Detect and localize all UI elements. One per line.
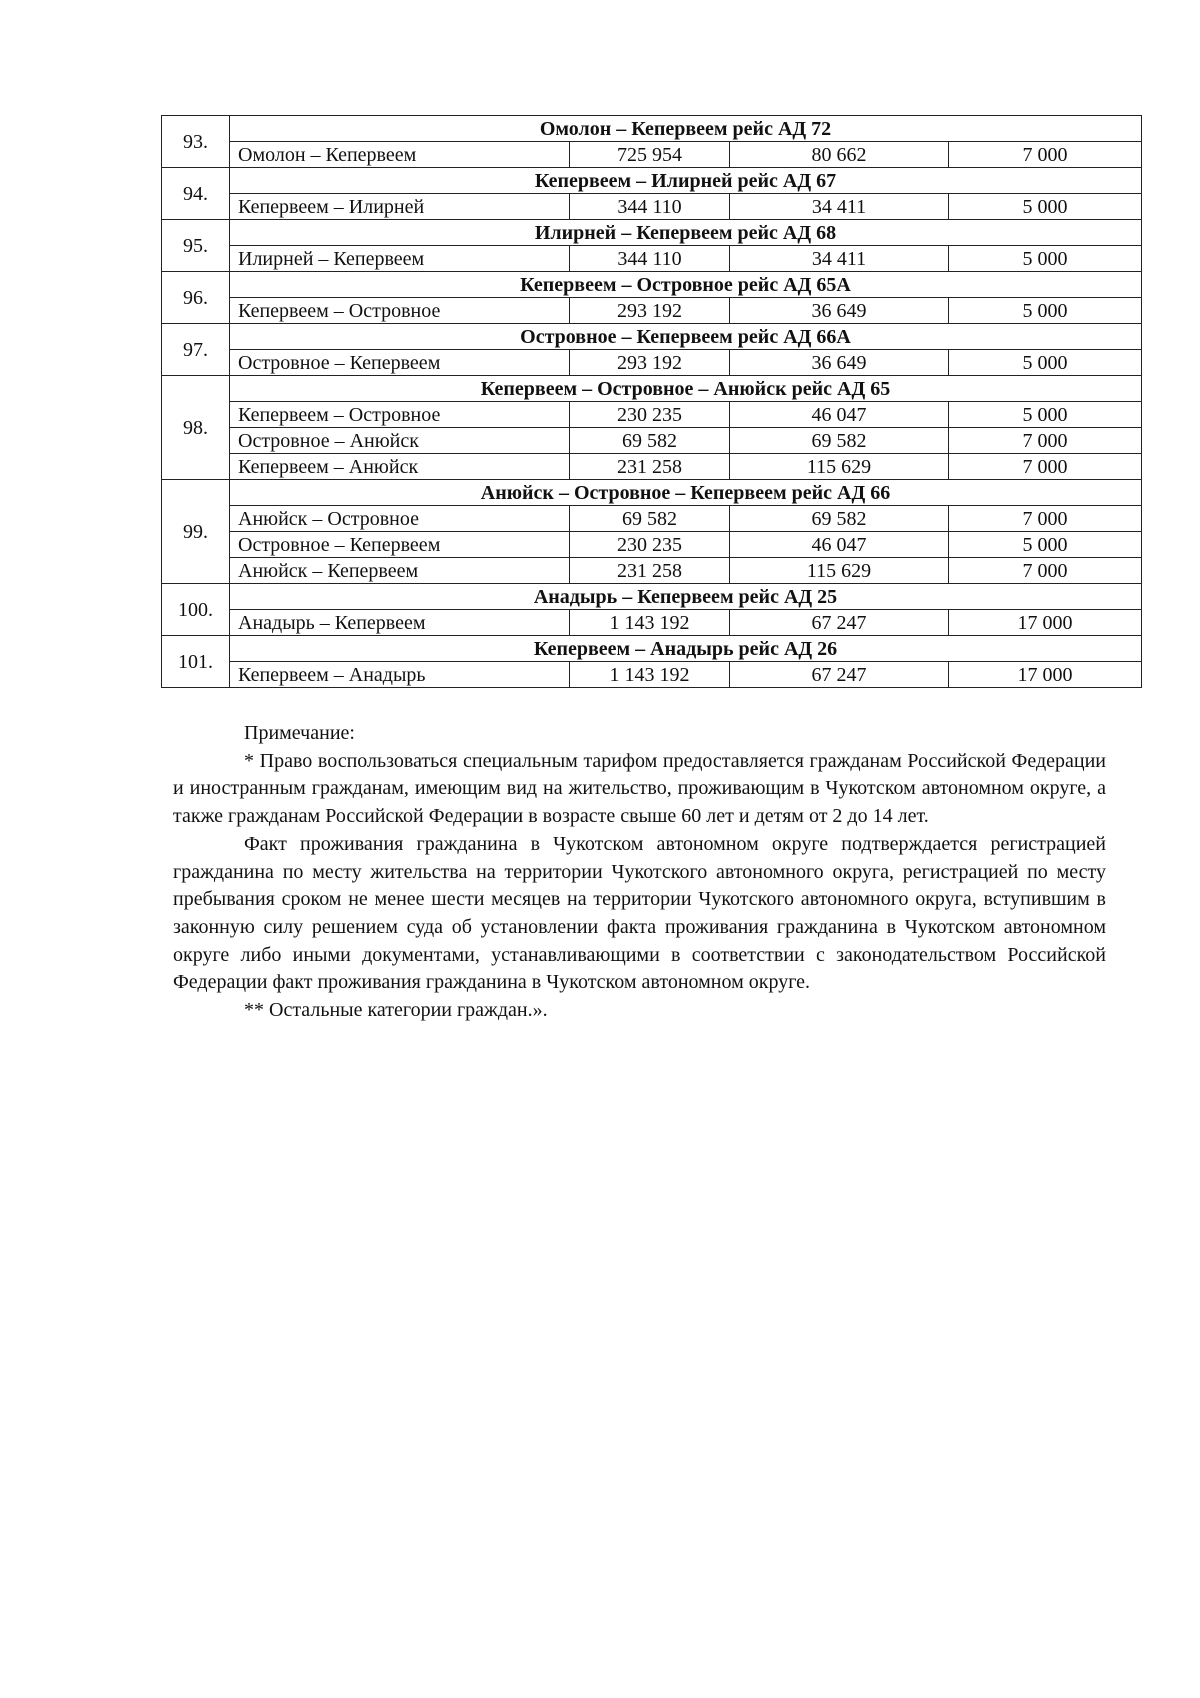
value-cell-3: 5 000 xyxy=(949,532,1142,558)
route-cell: Кепервеем – Островное xyxy=(230,298,570,324)
table-row xyxy=(162,532,1142,558)
route-cell: Кепервеем – Анадырь xyxy=(230,662,570,688)
flight-title: Анадырь – Кепервеем рейс АД 25 xyxy=(230,584,1142,610)
tariff-table xyxy=(161,115,1142,688)
value-cell-1: 293 192 xyxy=(570,350,730,376)
note-paragraph-residence-proof: Факт проживания гражданина в Чукотском автономном округе подтверждается регистрацией гражданина по месту жительства на территории Чукотского автономного округа, регистрацией по месту пребывания сроком не менее шести месяцев на территории Чукотского автономного округа, вступившим в законную силу решением суда об установлении факта проживания гражданина в Чукотском автономном округе либо иными документами, устанавливающими в соответствии с законодательством Российской Федерации факт проживания гражданина в Чукотском автономном округе. xyxy=(173,832,1106,994)
value-cell-1: 1 143 192 xyxy=(570,610,730,636)
value-cell-1: 725 954 xyxy=(570,142,730,168)
value-cell-1: 344 110 xyxy=(570,194,730,220)
table-row xyxy=(162,402,1142,428)
row-number: 98. xyxy=(162,376,230,480)
table-row xyxy=(162,428,1142,454)
route-cell: Илирней – Кепервеем xyxy=(230,246,570,272)
flight-title-row xyxy=(162,376,1142,402)
value-cell-1: 293 192 xyxy=(570,298,730,324)
value-cell-3: 7 000 xyxy=(949,428,1142,454)
flight-title: Островное – Кепервеем рейс АД 66А xyxy=(230,324,1142,350)
note-paragraph-other-categories: ** Остальные категории граждан.». xyxy=(244,999,548,1022)
table-row xyxy=(162,298,1142,324)
flight-title: Кепервеем – Островное – Анюйск рейс АД 65 xyxy=(230,376,1142,402)
route-cell: Островное – Кепервеем xyxy=(230,532,570,558)
row-number: 100. xyxy=(162,584,230,636)
value-cell-3: 17 000 xyxy=(949,662,1142,688)
route-cell: Кепервеем – Островное xyxy=(230,402,570,428)
value-cell-2: 46 047 xyxy=(730,402,949,428)
row-number: 93. xyxy=(162,116,230,168)
value-cell-2: 69 582 xyxy=(730,506,949,532)
row-number: 101. xyxy=(162,636,230,688)
flight-title: Анюйск – Островное – Кепервеем рейс АД 66 xyxy=(230,480,1142,506)
value-cell-3: 5 000 xyxy=(949,194,1142,220)
row-number: 99. xyxy=(162,480,230,584)
route-cell: Анюйск – Островное xyxy=(230,506,570,532)
note-heading: Примечание: xyxy=(244,722,355,744)
flight-title-row xyxy=(162,584,1142,610)
value-cell-2: 69 582 xyxy=(730,428,949,454)
table-row xyxy=(162,142,1142,168)
table-row xyxy=(162,506,1142,532)
table-row xyxy=(162,558,1142,584)
value-cell-2: 67 247 xyxy=(730,662,949,688)
note-section xyxy=(173,720,1106,1025)
value-cell-1: 69 582 xyxy=(570,428,730,454)
flight-title-row xyxy=(162,272,1142,298)
value-cell-3: 7 000 xyxy=(949,506,1142,532)
route-cell: Омолон – Кепервеем xyxy=(230,142,570,168)
value-cell-3: 5 000 xyxy=(949,402,1142,428)
value-cell-1: 1 143 192 xyxy=(570,662,730,688)
value-cell-3: 5 000 xyxy=(949,298,1142,324)
value-cell-1: 230 235 xyxy=(570,402,730,428)
row-number: 97. xyxy=(162,324,230,376)
flight-title: Омолон – Кепервеем рейс АД 72 xyxy=(230,116,1142,142)
flight-title: Илирней – Кепервеем рейс АД 68 xyxy=(230,220,1142,246)
value-cell-1: 230 235 xyxy=(570,532,730,558)
tariff-table-body xyxy=(162,116,1142,688)
flight-title-row xyxy=(162,116,1142,142)
value-cell-3: 17 000 xyxy=(949,610,1142,636)
value-cell-2: 67 247 xyxy=(730,610,949,636)
row-number: 96. xyxy=(162,272,230,324)
value-cell-1: 231 258 xyxy=(570,454,730,480)
flight-title-row xyxy=(162,636,1142,662)
table-row xyxy=(162,662,1142,688)
value-cell-3: 5 000 xyxy=(949,350,1142,376)
row-number: 95. xyxy=(162,220,230,272)
value-cell-1: 344 110 xyxy=(570,246,730,272)
table-row xyxy=(162,246,1142,272)
value-cell-2: 115 629 xyxy=(730,454,949,480)
value-cell-2: 46 047 xyxy=(730,532,949,558)
flight-title: Кепервеем – Илирней рейс АД 67 xyxy=(230,168,1142,194)
value-cell-2: 36 649 xyxy=(730,298,949,324)
route-cell: Анюйск – Кепервеем xyxy=(230,558,570,584)
table-row xyxy=(162,350,1142,376)
value-cell-2: 80 662 xyxy=(730,142,949,168)
flight-title: Кепервеем – Анадырь рейс АД 26 xyxy=(230,636,1142,662)
table-row xyxy=(162,610,1142,636)
value-cell-3: 7 000 xyxy=(949,558,1142,584)
value-cell-3: 7 000 xyxy=(949,454,1142,480)
value-cell-3: 7 000 xyxy=(949,142,1142,168)
route-cell: Кепервеем – Анюйск xyxy=(230,454,570,480)
value-cell-2: 115 629 xyxy=(730,558,949,584)
value-cell-1: 69 582 xyxy=(570,506,730,532)
route-cell: Островное – Анюйск xyxy=(230,428,570,454)
flight-title-row xyxy=(162,220,1142,246)
value-cell-1: 231 258 xyxy=(570,558,730,584)
value-cell-3: 5 000 xyxy=(949,246,1142,272)
note-paragraph-special-tariff: * Право воспользоваться специальным тарифом предоставляется гражданам Российской Федерации и иностранным гражданам, имеющим вид на жительство, проживающим в Чукотском автономном округе, а также гражданам Российской Федерации в возрасте свыше 60 лет и детям от 2 до 14 лет. xyxy=(173,749,1106,828)
flight-title: Кепервеем – Островное рейс АД 65А xyxy=(230,272,1142,298)
route-cell: Кепервеем – Илирней xyxy=(230,194,570,220)
value-cell-2: 36 649 xyxy=(730,350,949,376)
flight-title-row xyxy=(162,324,1142,350)
route-cell: Анадырь – Кепервеем xyxy=(230,610,570,636)
table-row xyxy=(162,194,1142,220)
flight-title-row xyxy=(162,480,1142,506)
value-cell-2: 34 411 xyxy=(730,246,949,272)
row-number: 94. xyxy=(162,168,230,220)
route-cell: Островное – Кепервеем xyxy=(230,350,570,376)
value-cell-2: 34 411 xyxy=(730,194,949,220)
flight-title-row xyxy=(162,168,1142,194)
table-row xyxy=(162,454,1142,480)
